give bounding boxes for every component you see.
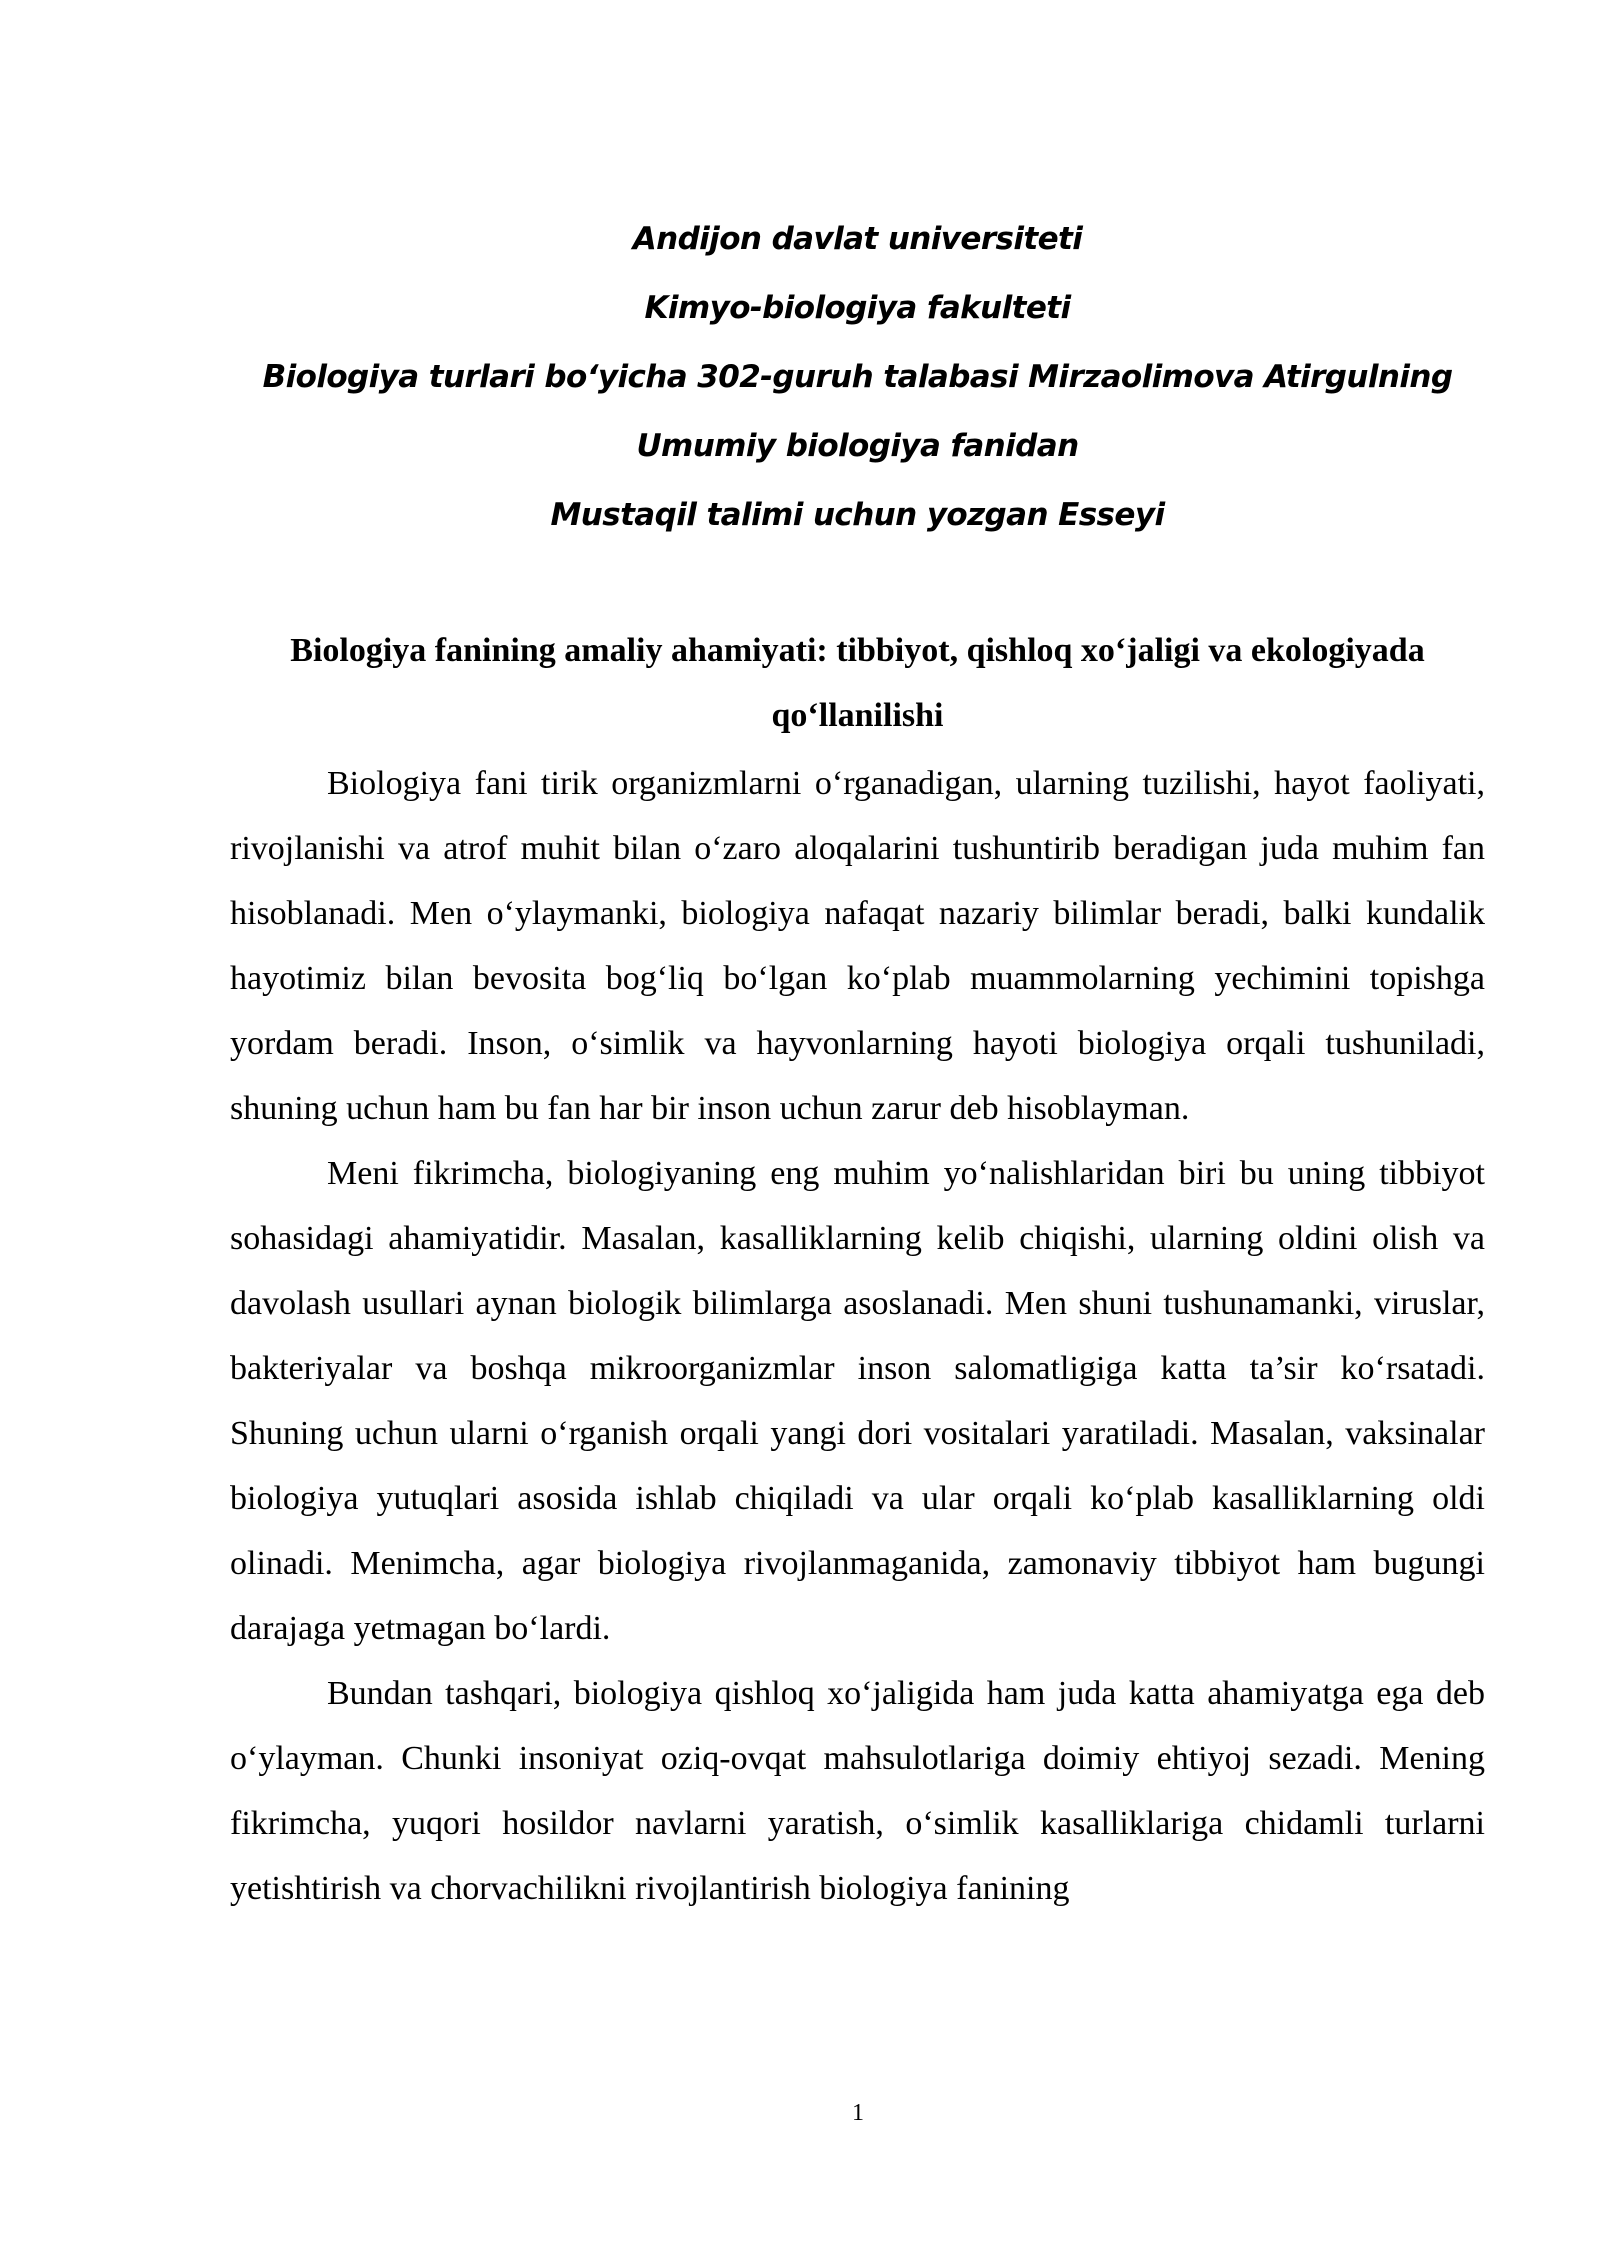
page-number: 1 xyxy=(852,2100,864,2126)
paragraph: Biologiya fani tirik organizmlarni o‘rganadigan, ularning tuzilishi, hayot faoliyati, rivojlanishi va atrof muhit bilan o‘zaro aloqalarini tushuntirib beradigan juda muhim fan hisoblanadi. Men o‘ylaymanki, biologiya nafaqat nazariy bilimlar beradi, balki kundalik hayotimiz bilan bevosita bog‘liq bo‘lgan ko‘plab muammolarning yechimini topishga yordam beradi. Inson, o‘simlik va hayvonlarning hayoti biologiya orqali tushuniladi, shuning uchun ham bu fan har bir inson uchun zarur deb hisoblayman. xyxy=(230,765,1485,1127)
student-line: Biologiya turlari bo‘yicha 302-guruh talabasi Mirzaolimova Atirgulning xyxy=(262,359,1453,395)
document-header xyxy=(230,205,1485,550)
paragraph: Bundan tashqari, biologiya qishloq xo‘jaligida ham juda katta ahamiyatga ega deb o‘ylayman. Chunki insoniyat oziq-ovqat mahsulotlariga doimiy ehtiyoj sezadi. Mening fikrimcha, yuqori hosildor navlarni yaratish, o‘simlik kasalliklariga chidamli turlarni yetishtirish va chorvachilikni rivojlantirish biologiya fanining xyxy=(230,1675,1485,1907)
faculty-name: Kimyo-biologiya fakulteti xyxy=(644,290,1071,326)
essay-body xyxy=(230,751,1485,1921)
university-name: Andijon davlat universiteti xyxy=(632,221,1083,257)
assignment-line: Mustaqil talimi uchun yozgan Esseyi xyxy=(550,497,1165,533)
subject-line: Umumiy biologiya fanidan xyxy=(636,428,1079,464)
paragraph: Meni fikrimcha, biologiyaning eng muhim yo‘nalishlaridan biri bu uning tibbiyot sohasidagi ahamiyatidir. Masalan, kasalliklarning kelib chiqishi, ularning oldini olish va davolash usullari aynan biologik bilimlarga asoslanadi. Men shuni tushunamanki, viruslar, bakteriyalar va boshqa mikroorganizmlar inson salomatligiga katta ta’sir ko‘rsatadi. Shuning uchun ularni o‘rganish orqali yangi dori vositalari yaratiladi. Masalan, vaksinalar biologiya yutuqlari asosida ishlab chiqiladi va ular orqali ko‘plab kasalliklarning oldi olinadi. Menimcha, agar biologiya rivojlanmaganida, zamonaviy tibbiyot ham bugungi darajaga yetmagan bo‘lardi. xyxy=(230,1155,1485,1647)
essay-title: Biologiya fanining amaliy ahamiyati: tibbiyot, qishloq xo‘jaligi va ekologiyada qo‘llanilishi xyxy=(290,632,1425,734)
